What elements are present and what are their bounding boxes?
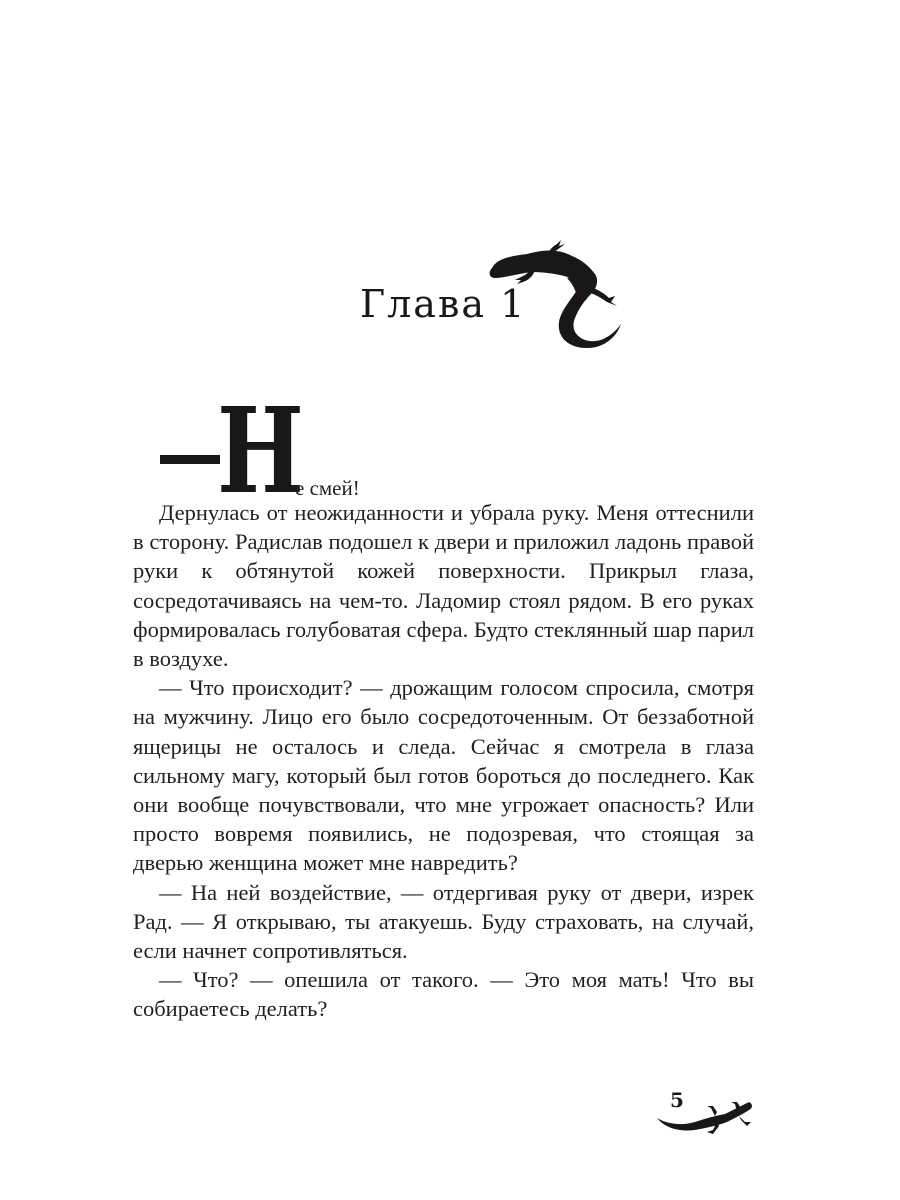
chapter-title: Глава 1 (360, 282, 527, 326)
page-number: 5 (670, 1088, 684, 1112)
paragraph: — Что происходит? — дрожащим голосом спросила, смотря на мужчину. Лицо его было сосредоточенным. От беззаботной ящерицы не осталось и следа. Сейчас я смотрела в глаза сильному магу, который был готов бороться до последнего. Как они вообще почувствовали, что мне угрожает опасность? Или просто вовремя появились, не подозревая, что стоящая за дверью женщина может мне навредить? (133, 675, 754, 876)
body-text (133, 498, 754, 1024)
lizard-icon (655, 1098, 755, 1136)
drop-cap-letter: Н (217, 381, 304, 520)
paragraph: — На ней воздействие, — отдергивая руку от двери, изрек Рад. — Я открываю, ты атакуешь. Буду страховать, на случай, если начнет сопротивляться. (133, 879, 754, 964)
first-line-text: е смей! (295, 476, 360, 500)
dropcap-dash (160, 455, 220, 464)
paragraph: — Что? — опешила от такого. — Это моя мать! Что вы собираетесь делать? (133, 967, 754, 1022)
lizard-icon (487, 238, 627, 350)
paragraph: Дернулась от неожиданности и убрала руку. Меня оттеснили в сторону. Радислав подошел к двери и приложил ладонь правой руки к обтянутой кожей поверхности. Прикрыл глаза, сосредотачиваясь на чем-то. Ладомир стоял рядом. В его руках формировалась голубоватая сфера. Будто стеклянный шар парил в воздухе. (133, 500, 754, 672)
